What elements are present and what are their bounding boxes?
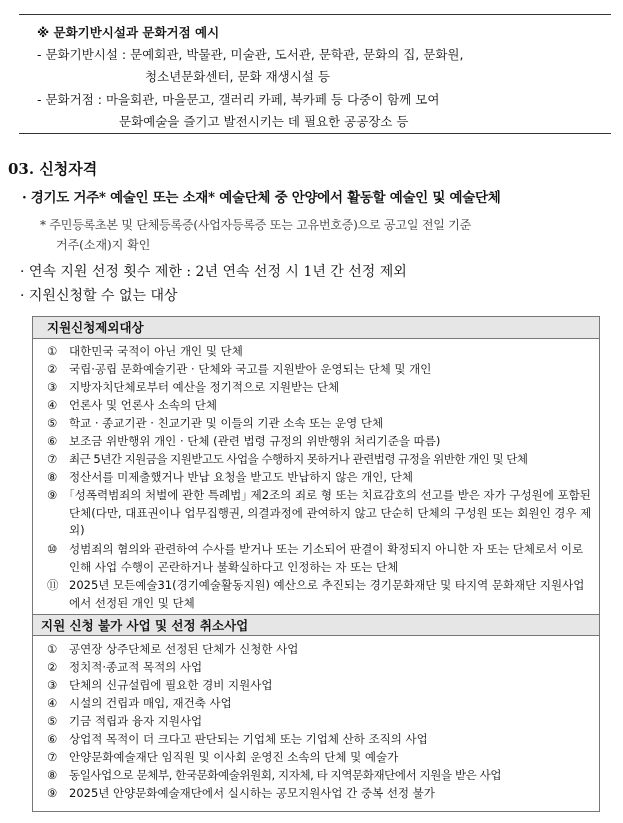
table2-item: ⑧ 동일사업으로 문체부, 한국문화예술위원회, 지자체, 타 지역문화재단에서 지원을 받은 사업: [47, 768, 502, 782]
table1-item: ③ 지방자치단체로부터 예산을 정기적으로 지원받는 단체: [47, 380, 340, 394]
table1-item: ⑥ 보조금 위반행위 개인 · 단체 (관련 법령 규정의 위반행위 처리기준을 따름): [47, 434, 441, 448]
table2-item: ⑥ 상업적 목적이 더 크다고 판단되는 기업체 또는 기업체 산하 조직의 사업: [47, 732, 428, 746]
table1-item: ⑦ 최근 5년간 지원금을 지원받고도 사업을 수행하지 못하거나 관련법령 규정을 위반한 개인 및 단체: [47, 452, 528, 466]
table2-header: 지원 신청 불가 사업 및 선정 취소사업: [33, 614, 599, 636]
examples-title: ※ 문화기반시설과 문화거점 예시: [37, 25, 220, 40]
table1-header: 지원신청제외대상: [33, 317, 599, 339]
bullet-eligibility: · 경기도 거주* 예술인 또는 소재* 예술단체 중 안양에서 활동할 예술인 및 예술단체: [22, 190, 501, 206]
table1-item: ④ 언론사 및 언론사 소속의 단체: [47, 398, 217, 412]
note-line-1: * 주민등록초본 및 단체등록증(사업자등록증 또는 고유번호증)으로 공고일 전일 기준: [40, 218, 472, 232]
note-line-2: 거주(소재)지 확인: [56, 238, 151, 252]
table1-item: ⑤ 학교 · 종교기관 · 친교기관 및 이들의 기관 소속 또는 운영 단체: [47, 416, 384, 430]
table2-item: ⑤ 기금 적립과 융자 지원사업: [47, 714, 203, 728]
bullet-consecutive-limit: · 연속 지원 선정 횟수 제한 : 2년 연속 선정 시 1년 간 선정 제외: [20, 264, 407, 280]
table1-item: ⑪ 2025년 모든예술31(경기예술활동지원) 예산으로 추진되는 경기문화재단 및 타지역 문화재단 지원사업에서 선정된 개인 및 단체: [47, 578, 585, 610]
table1-item: ⑧ 정산서를 미제출했거나 반납 요청을 받고도 반납하지 않은 개인, 단체: [47, 470, 413, 484]
examples-line-1: - 문화기반시설 : 문예회관, 박물관, 미술관, 도서관, 문학관, 문화의 집, 문화원,: [37, 47, 464, 62]
table2-item: ② 정치적·종교적 목적의 사업: [47, 660, 203, 674]
examples-line-3: - 문화거점 : 마을회관, 마을문고, 갤러리 카페, 북카페 등 다중이 함께 모여: [37, 92, 440, 107]
table2-item: ① 공연장 상주단체로 선정된 단체가 신청한 사업: [47, 642, 299, 656]
table1-item: ⑩ 성범죄의 혐의와 관련하여 수사를 받거나 또는 기소되어 판결이 확정되지 아니한 자 또는 단체로서 이로 인해 사업 수행이 곤란하거나 불확실하다고 인정하는 자 또는 단체: [47, 542, 584, 574]
table2-item: ③ 단체의 신규설립에 필요한 경비 지원사업: [47, 678, 273, 692]
table1-item: ① 대한민국 국적이 아닌 개인 및 단체: [47, 344, 243, 358]
examples-line-2: 청소년문화센터, 문화 재생시설 등: [145, 69, 330, 84]
table2-item: ⑦ 안양문화예술재단 임직원 및 이사회 운영진 소속의 단체 및 예술가: [47, 750, 399, 764]
examples-box: [19, 14, 611, 134]
table2-item: ⑨ 2025년 안양문화예술재단에서 실시하는 공모지원사업 간 중복 선정 불가: [47, 786, 435, 800]
bullet-ineligible: · 지원신청할 수 없는 대상: [20, 288, 178, 304]
table1-item: ⑨ ｢성폭력범죄의 처벌에 관한 특례법｣ 제2조의 죄로 형 또는 치료감호의 선고를 받은 자가 구성원에 포함된 단체(다만, 대표권이나 업무집행권, 의결과정에 관여하지 않고 단순히 단체의 구성원 또는 회원인 경우 제외): [47, 488, 592, 537]
table2-item: ④ 시설의 건립과 매입, 재건축 사업: [47, 696, 232, 710]
examples-line-4: 문화예술을 즐기고 발전시키는 데 필요한 공공장소 등: [119, 114, 409, 129]
section-title: 03. 신청자격: [8, 160, 98, 178]
ineligible-table: [32, 316, 600, 812]
table1-item: ② 국립·공립 문화예술기관 · 단체와 국고를 지원받아 운영되는 단체 및 개인: [47, 362, 432, 376]
